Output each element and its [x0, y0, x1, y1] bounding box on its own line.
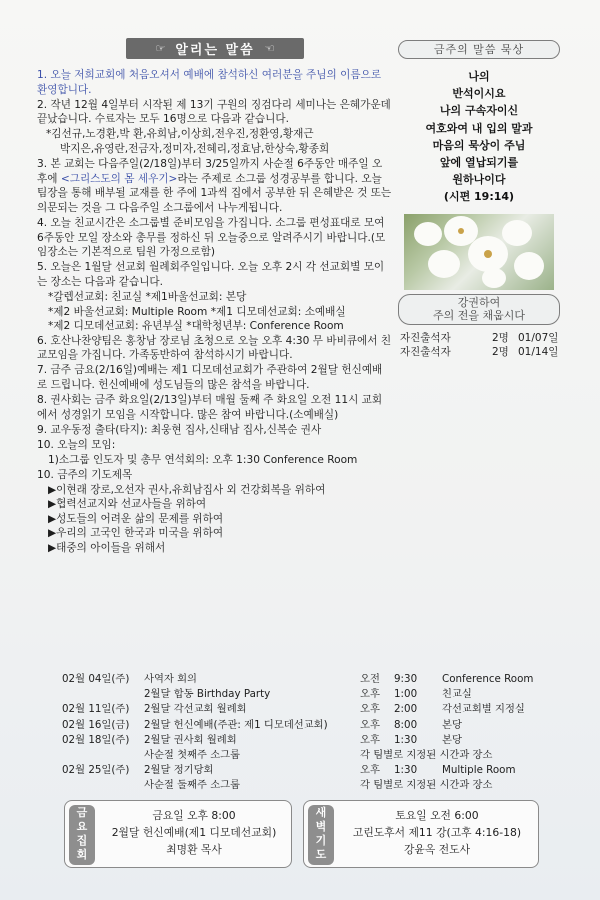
schedule-event: 2월달 헌신예배(주관: 제1 디모데선교회) — [144, 718, 328, 731]
attendance-row — [400, 331, 560, 345]
schedule-time: 8:00 — [394, 718, 418, 731]
prayer-topic: ▶태중의 아이들을 위해서 — [48, 542, 166, 554]
notices-list — [37, 68, 392, 556]
schedule-place: Multiple Room — [442, 764, 516, 777]
friday-title: 2월달 헌신예배(제1 디모데선교회) — [111, 826, 277, 839]
schedule-row — [62, 672, 540, 687]
schedule-note: 각 팀별로 지정된 시간과 장소 — [360, 779, 493, 792]
schedule-time: 2:00 — [394, 703, 418, 716]
meditation-verse — [398, 68, 560, 206]
attendance-label: 자진출석자 — [400, 345, 451, 358]
schedule-place: Conference Room — [442, 673, 534, 685]
notice-3-part-a: 3. 본 교회는 다음주일(2/18일)부터 3/25일까지 사순절 6주동안 매주일 오후에 — [37, 158, 383, 185]
notice-11: 10. 금주의 기도제목 — [37, 468, 133, 481]
friday-time: 금요일 오후 8:00 — [152, 809, 236, 822]
evangelism-line-1: 강권하여 — [457, 295, 501, 309]
dawn-lesson: 고린도후서 제11 강(고후 4:16-18) — [352, 826, 522, 839]
label-char: 금 — [76, 806, 88, 819]
schedule-event: 2월달 정기당회 — [144, 764, 214, 777]
label-char: 회 — [76, 848, 88, 861]
label-char: 새 — [315, 806, 327, 819]
friday-service-details — [101, 807, 287, 858]
notice-5-line-3: *제2 디모데선교회: 유년부실 *대학청년부: Conference Room — [48, 320, 344, 333]
dawn-time: 토요일 오전 6:00 — [395, 809, 479, 822]
schedule-time: 9:30 — [394, 673, 418, 685]
schedule-event: 2월달 각선교회 월례회 — [144, 703, 247, 716]
dawn-preacher: 강윤옥 전도사 — [403, 843, 470, 856]
schedule-time: 1:30 — [394, 733, 418, 746]
attendance-count: 2명 — [492, 345, 509, 358]
schedule-row — [62, 763, 540, 778]
notice-9: 9. 교우동정 출타(타지): 최웅현 집사,신태남 집사,신복순 권사 — [37, 423, 322, 436]
schedule-note: 각 팀별로 지정된 시간과 장소 — [360, 748, 493, 761]
prayer-topics — [37, 483, 392, 556]
schedule-ampm: 오후 — [360, 703, 380, 716]
schedule-ampm: 오전 — [360, 673, 380, 685]
attendance-row — [400, 345, 560, 359]
verse-line: 원하나이다 — [452, 173, 506, 187]
schedule-row — [62, 748, 540, 763]
graduate-names — [37, 127, 392, 156]
friday-preacher: 최명환 목사 — [166, 843, 222, 856]
notice-5-line-1: *갈렙선교회: 친교실 *제1바울선교회: 본당 — [48, 290, 247, 303]
attendance-label: 자진출석자 — [400, 331, 451, 344]
attendance-list — [398, 331, 560, 359]
schedule-place: 본당 — [442, 733, 462, 746]
schedule-event: 2월달 합동 Birthday Party — [144, 688, 271, 701]
notice-3-part-b: 라는 주제로 소그룹 성경공부를 합니다. 오늘 팀장을 통해 배부될 교재를 한 주에 1과씩 집에서 공부한 뒤 은혜받은 것 또는 의문되는 것을 그 다음주일 소그룹에서 나누게됩니다. — [37, 172, 392, 214]
schedule-row — [62, 687, 540, 702]
evangelism-line-2: 주의 전을 채웁시다 — [432, 309, 525, 323]
attendance-count: 2명 — [492, 331, 509, 344]
schedule-date — [62, 748, 144, 763]
friday-service-label — [69, 805, 95, 865]
schedule-place: 친교실 — [442, 688, 472, 701]
schedule-row — [62, 718, 540, 733]
verse-line: 나의 — [468, 70, 490, 83]
notice-4: 4. 오늘 친교시간은 소그룹별 준비모임을 가집니다. 소그룹 편성표대로 모여 6주동안 모일 장소와 총무를 정하신 뒤 오늘중으로 알려주시기 바랍니다.(모임장소는 기본적으로 팀원 가정으로함) — [37, 216, 386, 259]
schedule-date: 02월 16일(금) — [62, 718, 130, 731]
schedule-date: 02월 11일(주) — [62, 703, 130, 716]
label-char: 도 — [315, 848, 327, 861]
notice-2: 2. 작년 12월 4일부터 시작된 제 13기 구원의 징검다리 세미나는 은혜가운데 끝났습니다. 수료자는 모두 16명으로 다음과 같습니다. — [37, 98, 391, 126]
notice-3 — [37, 157, 392, 215]
announcements-title: 알리는 말씀 — [175, 43, 255, 58]
schedule-row — [62, 778, 540, 793]
pointing-hand-left-icon: ☜ — [264, 42, 275, 55]
announcements-header — [126, 38, 304, 59]
schedule-date: 02월 25일(주) — [62, 764, 130, 777]
schedule-event: 사역자 회의 — [144, 673, 198, 685]
verse-line: 여호와여 내 입의 말과 — [425, 121, 533, 135]
schedule-row — [62, 733, 540, 748]
schedule-time: 1:30 — [394, 764, 418, 777]
schedule-time: 1:00 — [394, 688, 418, 701]
verse-line: 앞에 열납되기를 — [439, 156, 519, 170]
schedule-date: 02월 18일(주) — [62, 733, 130, 746]
attendance-date: 01/14일 — [518, 345, 559, 358]
notice-10-sub: 1)소그룹 인도자 및 총무 연석회의: 오후 1:30 Conference Room — [48, 453, 358, 466]
schedule-event: 사순절 둘째주 소그룹 — [144, 779, 241, 792]
label-char: 집 — [76, 834, 88, 847]
verse-line: 나의 구속자이신 — [439, 104, 519, 118]
notice-8: 8. 권사회는 금주 화요일(2/13일)부터 매월 둘째 주 화요일 오전 11시 교회에서 성경읽기 모임을 시작합니다. 많은 참여 바랍니다.(소예배실) — [37, 394, 383, 421]
evangelism-tag — [398, 294, 560, 325]
schedule-date: 02월 04일(주) — [62, 673, 130, 685]
schedule-ampm: 오후 — [360, 688, 380, 701]
schedule-event: 2월달 권사회 월례회 — [144, 733, 237, 746]
schedule-place: 각선교회별 지정실 — [442, 703, 525, 716]
schedule-ampm: 오후 — [360, 718, 380, 731]
right-column — [398, 40, 560, 376]
schedule-place: 본당 — [442, 718, 462, 731]
pointing-hand-right-icon: ☞ — [155, 42, 166, 55]
schedule-row — [62, 702, 540, 717]
attendance-date: 01/07일 — [518, 331, 559, 344]
graduate-names-line-2: 박지은,유영란,전금자,정미자,전혜리,정효남,한상숙,황종희 — [60, 142, 330, 155]
schedule-event: 사순절 첫째주 소그룹 — [144, 748, 241, 761]
schedule-ampm: 오후 — [360, 733, 380, 746]
dawn-prayer-details — [338, 807, 536, 858]
notice-5: 5. 오늘은 1월달 선교회 월례회주일입니다. 오늘 오후 2시 각 선교회별 모이는 장소는 다음과 같습니다. — [37, 261, 385, 288]
notice-6: 6. 호산나찬양팀은 홍창남 장로님 초청으로 오늘 오후 4:30 무 바비큐에서 친교모임을 가집니다. 가족동반하여 참석하시기 바랍니다. — [37, 334, 392, 362]
prayer-topic: ▶성도들의 어려운 삶의 문제를 위하여 — [48, 512, 224, 525]
dawn-prayer-label — [308, 805, 334, 865]
notice-7: 7. 금주 금요(2/16일)예배는 제1 디모데선교회가 주관하여 2월달 헌신예배로 드립니다. 헌신예배에 성도님들의 많은 참석을 바랍니다. — [37, 364, 383, 391]
notice-1: 1. 오늘 저희교회에 처음오셔서 예배에 참석하신 여러분을 주님의 이름으로 환영합니다. — [37, 69, 382, 96]
friday-service-box — [64, 800, 292, 868]
prayer-topic: ▶우리의 고국인 한국과 미국을 위하여 — [48, 527, 224, 540]
graduate-names-line-1: *김선규,노경환,박 환,유희남,이상희,전우진,정환영,황재근 — [46, 128, 314, 141]
meditation-label: 금주의 말씀 묵상 — [398, 40, 560, 59]
label-char: 요 — [76, 820, 88, 833]
schedule-date — [62, 778, 144, 793]
prayer-topic: ▶이현래 장로,오선자 권사,유희남집사 외 건강회복을 위하여 — [48, 483, 326, 496]
prayer-topic: ▶협력선교지와 선교사들을 위하여 — [48, 498, 207, 511]
schedule-date — [62, 687, 144, 702]
schedule-ampm: 오후 — [360, 764, 380, 777]
label-char: 기 — [315, 834, 327, 847]
dawn-prayer-box — [303, 800, 539, 868]
blossom-photo — [404, 214, 554, 290]
schedule-table — [62, 672, 540, 794]
verse-line: 마음의 묵상이 주님 — [432, 138, 526, 152]
notice-10: 10. 오늘의 모임: — [37, 438, 116, 451]
verse-line: 반석이시요 — [452, 87, 506, 101]
notice-3-topic: <그리스도의 몸 세우기> — [60, 172, 178, 185]
verse-reference: (시편 19:14) — [443, 190, 515, 204]
notice-5-line-2: *제2 바울선교회: Multiple Room *제1 디모데선교회: 소예배실 — [48, 305, 346, 318]
label-char: 벽 — [315, 820, 327, 833]
